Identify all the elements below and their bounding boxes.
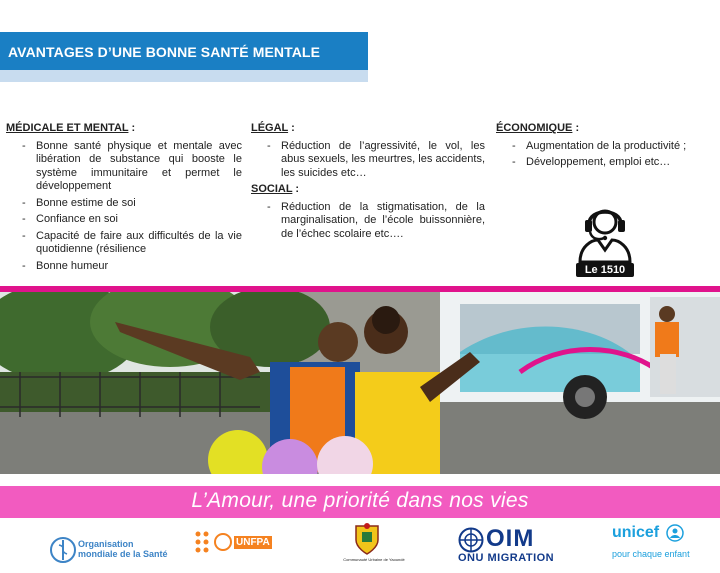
un-globe-icon: [458, 527, 484, 553]
oim-logo-subtext: ONU MIGRATION: [458, 552, 555, 564]
economic-list: [496, 140, 718, 170]
commune-logo-text: Communauté Urbaine de Yaoundé: [343, 557, 405, 562]
coat-of-arms-icon: [352, 522, 382, 556]
legal-heading-colon: :: [288, 122, 295, 134]
partner-logos: [0, 520, 720, 573]
commune-logo: [330, 520, 420, 573]
list-item: - Réduction de l’agressivité, le vol, les abus sexuels, les meurtres, les accidents, les suicides etc…: [251, 140, 485, 181]
call-center-headset-icon: [574, 200, 636, 264]
economic-heading: ÉCONOMIQUE: [496, 122, 573, 134]
hotline-badge-group: [574, 200, 636, 278]
medical-heading-row: [6, 122, 242, 136]
unfpa-logo-text: UNFPA: [236, 537, 270, 548]
who-logo-text: [78, 539, 168, 559]
list-item: - Développement, emploi etc…: [496, 156, 718, 170]
medical-section: [6, 122, 242, 276]
oim-logo-text: OIM: [486, 525, 535, 552]
page-title: AVANTAGES D’UNE BONNE SANTÉ MENTALE: [8, 44, 321, 60]
social-list: [251, 201, 485, 242]
hotline-number-label: Le 1510: [576, 263, 634, 277]
oim-logo: [456, 520, 556, 573]
list-item: - Réduction de la stigmatisation, de la marginalisation, de l’école buissonnière, de l’échec scolaire etc….: [251, 201, 485, 242]
unicef-logo: [612, 520, 712, 573]
list-item: - Augmentation de la productivité ;: [496, 140, 718, 154]
list-item: - Confiance en soi: [6, 213, 242, 227]
unfpa-dots-icon: [194, 530, 232, 556]
banner-underline-strip: [0, 70, 368, 82]
title-banner: [0, 32, 368, 82]
list-item: - Bonne estime de soi: [6, 197, 242, 211]
legal-list: [251, 140, 485, 181]
who-logo-line1: Organisation: [78, 539, 134, 549]
unfpa-logo: [192, 520, 302, 573]
campaign-photo-illustration: [0, 292, 720, 474]
social-heading-row: [251, 183, 485, 197]
list-item: - Bonne santé physique et mentale avec libération de substance qui booste le système immunitaire et permet le développement: [6, 140, 242, 194]
list-item: - Bonne humeur: [6, 260, 242, 274]
slogan-text: L’Amour, une priorité dans nos vies: [191, 489, 529, 512]
campaign-photo: [0, 292, 720, 474]
unicef-logo-text: unicef: [612, 524, 660, 541]
who-logo: [48, 520, 198, 573]
legal-social-section: [251, 122, 485, 244]
social-heading: SOCIAL: [251, 183, 293, 195]
medical-list: [6, 140, 242, 274]
economic-section: [496, 122, 718, 173]
social-heading-colon: :: [292, 183, 300, 195]
economic-heading-row: [496, 122, 718, 136]
who-emblem-icon: [50, 537, 76, 563]
social-block: [251, 183, 485, 241]
unicef-logo-subtext: pour chaque enfant: [612, 549, 690, 559]
who-logo-line2: mondiale de la Santé: [78, 549, 168, 559]
list-item: - Capacité de faire aux difficultés de la vie quotidienne (résilience: [6, 230, 242, 257]
legal-heading: LÉGAL: [251, 122, 289, 134]
medical-heading-colon: :: [128, 122, 136, 134]
unicef-emblem-icon: [666, 524, 684, 542]
economic-heading-colon: :: [572, 122, 580, 134]
legal-heading-row: [251, 122, 485, 136]
medical-heading: MÉDICALE ET MENTAL: [6, 122, 129, 134]
